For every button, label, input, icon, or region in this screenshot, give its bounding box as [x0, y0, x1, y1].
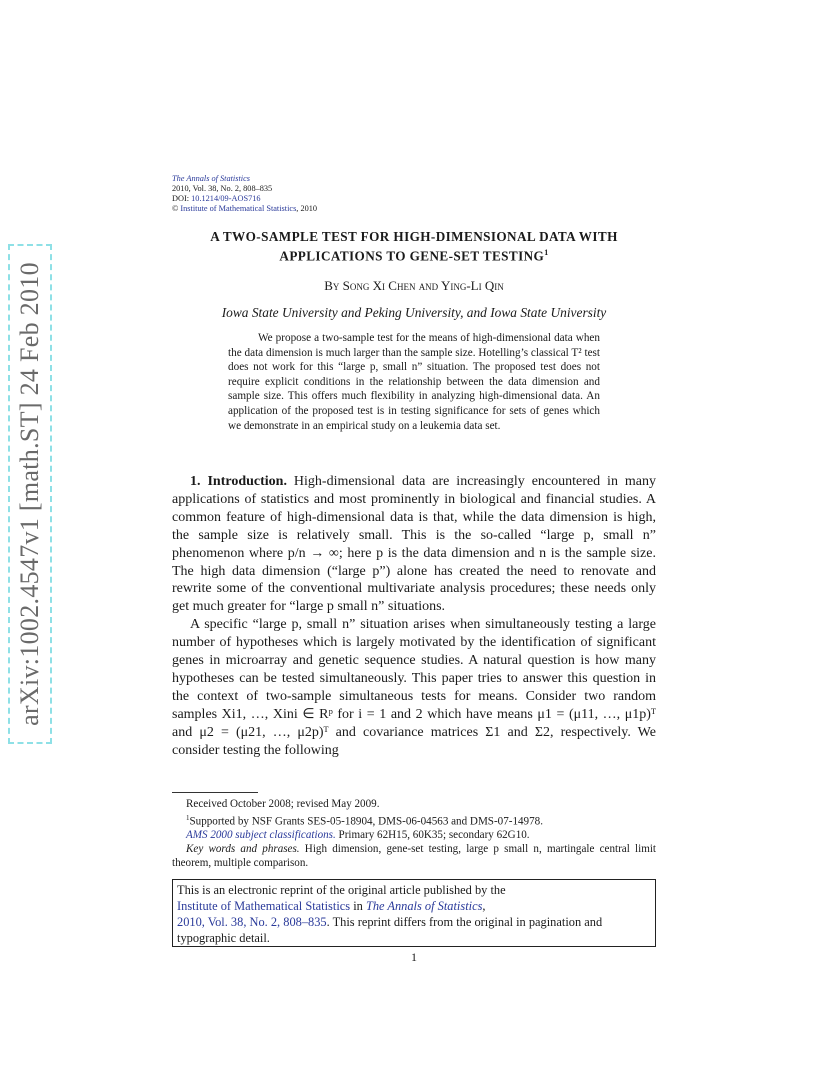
footnote-rule [172, 792, 258, 793]
paper-title: A TWO-SAMPLE TEST FOR HIGH-DIMENSIONAL DATA WITH APPLICATIONS TO GENE-SET TESTING$^1$ [210, 229, 618, 264]
received-note: Received October 2008; revised May 2009. [186, 798, 380, 810]
reprint-citation-link[interactable]: 2010, Vol. 38, No. 2, 808–835 [177, 915, 327, 929]
support-note: $^1$Supported by NSF Grants SES-05-18904, DMS-06-04563 and DMS-07-14978. [186, 813, 543, 828]
reprint-notice-box: This is an electronic reprint of the original article published by the Institute of Mathematical Statistics in The Annals of Statistics, 2010, Vol. 38, No. 2, 808–835. This reprint differs from the original in pagination and typographic detail. [172, 879, 656, 947]
doi-link[interactable]: 10.1214/09-AOS716 [191, 194, 261, 203]
affiliation: Iowa State University and Peking University, and Iowa State University [221, 305, 607, 320]
volume-info: 2010, Vol. 38, No. 2, 808–835 [172, 184, 273, 193]
ams-classification: AMS 2000 subject classifications. Primary 62H15, 60K35; secondary 62G10. [186, 829, 530, 842]
reprint-publisher-link[interactable]: Institute of Mathematical Statistics [177, 899, 351, 913]
arxiv-stamp[interactable] [8, 244, 52, 744]
author-names: Song Xi Chen and Ying-Li Qin [342, 278, 504, 293]
copyright-icon: © [172, 204, 179, 213]
ams-link[interactable]: AMS 2000 subject classifications. [186, 829, 336, 842]
paragraph: 1. Introduction. High-dimensional data are increasingly encountered in many applications of statistics and most prominently in biological and financial studies. A common feature of high-dimensional data is that, while the data dimension is high, the sample size is relatively small. This is the so-called “large p, small n” phenomenon where p/n → ∞; here p is the data dimension and n is the sample size. The high data dimension (“large p”) alone has created the need to renovate and rewrite some of the conventional multivariate analysis procedures; these needs only get much greater for “large p small n” situations. [172, 474, 657, 615]
title-footnote-mark[interactable]: 1 [544, 248, 549, 257]
paragraph: A specific “large p, small n” situation arises when simultaneously testing a large number of hypotheses which is largely motivated by the identification of significant genes in microarray and genetic sequence studies. A natural question is how many hypotheses can be tested simultaneously. This paper tries to answer this question in the context of two-sample simultaneous tests for means. Consider two random samples Xi1, …, Xini ∈ Rᵖ for i = 1 and 2 which have means μ1 = (μ11, …, μ1p)ᵀ and μ2 = (μ21, …, μ2p)ᵀ and covariance matrices Σ1 and Σ2, respectively. We consider testing the following [172, 617, 656, 758]
copyright-line: © Institute of Mathematical Statistics, 2010 [172, 204, 318, 213]
journal-name-link[interactable]: The Annals of Statistics [172, 174, 250, 183]
publisher-link[interactable]: Institute of Mathematical Statistics [180, 204, 297, 213]
main-text [172, 473, 656, 760]
doi-line: DOI: 10.1214/09-AOS716 [172, 194, 261, 203]
section-heading: 1. Introduction. [190, 474, 287, 489]
footnotes [172, 798, 656, 871]
abstract: We propose a two-sample test for the means of high-dimensional data when the data dimension is much larger than the sample size. Hotelling’s classical T² test does not work for this “large p, small n” situation. The proposed test does not require explicit conditions in the relationship between the data dimension and sample size. This offers much flexibility in analyzing high-dimensional data. An application of the proposed test is in testing significance for sets of genes which we demonstrate in an empirical study on a leukemia data set. [228, 332, 600, 432]
authors-line: By Song Xi Chen and Ying-Li Qin [324, 278, 504, 293]
journal-header [172, 174, 317, 214]
keywords: Key words and phrases. High dimension, gene-set testing, large p small n, martingale central limit theorem, multiple comparison. [172, 843, 656, 869]
reprint-journal-link[interactable]: The Annals of Statistics [365, 899, 483, 913]
page-number: 1 [411, 950, 417, 964]
arxiv-identifier[interactable]: arXiv:1002.4547v1 [math.ST] 24 Feb 2010 [15, 262, 44, 726]
